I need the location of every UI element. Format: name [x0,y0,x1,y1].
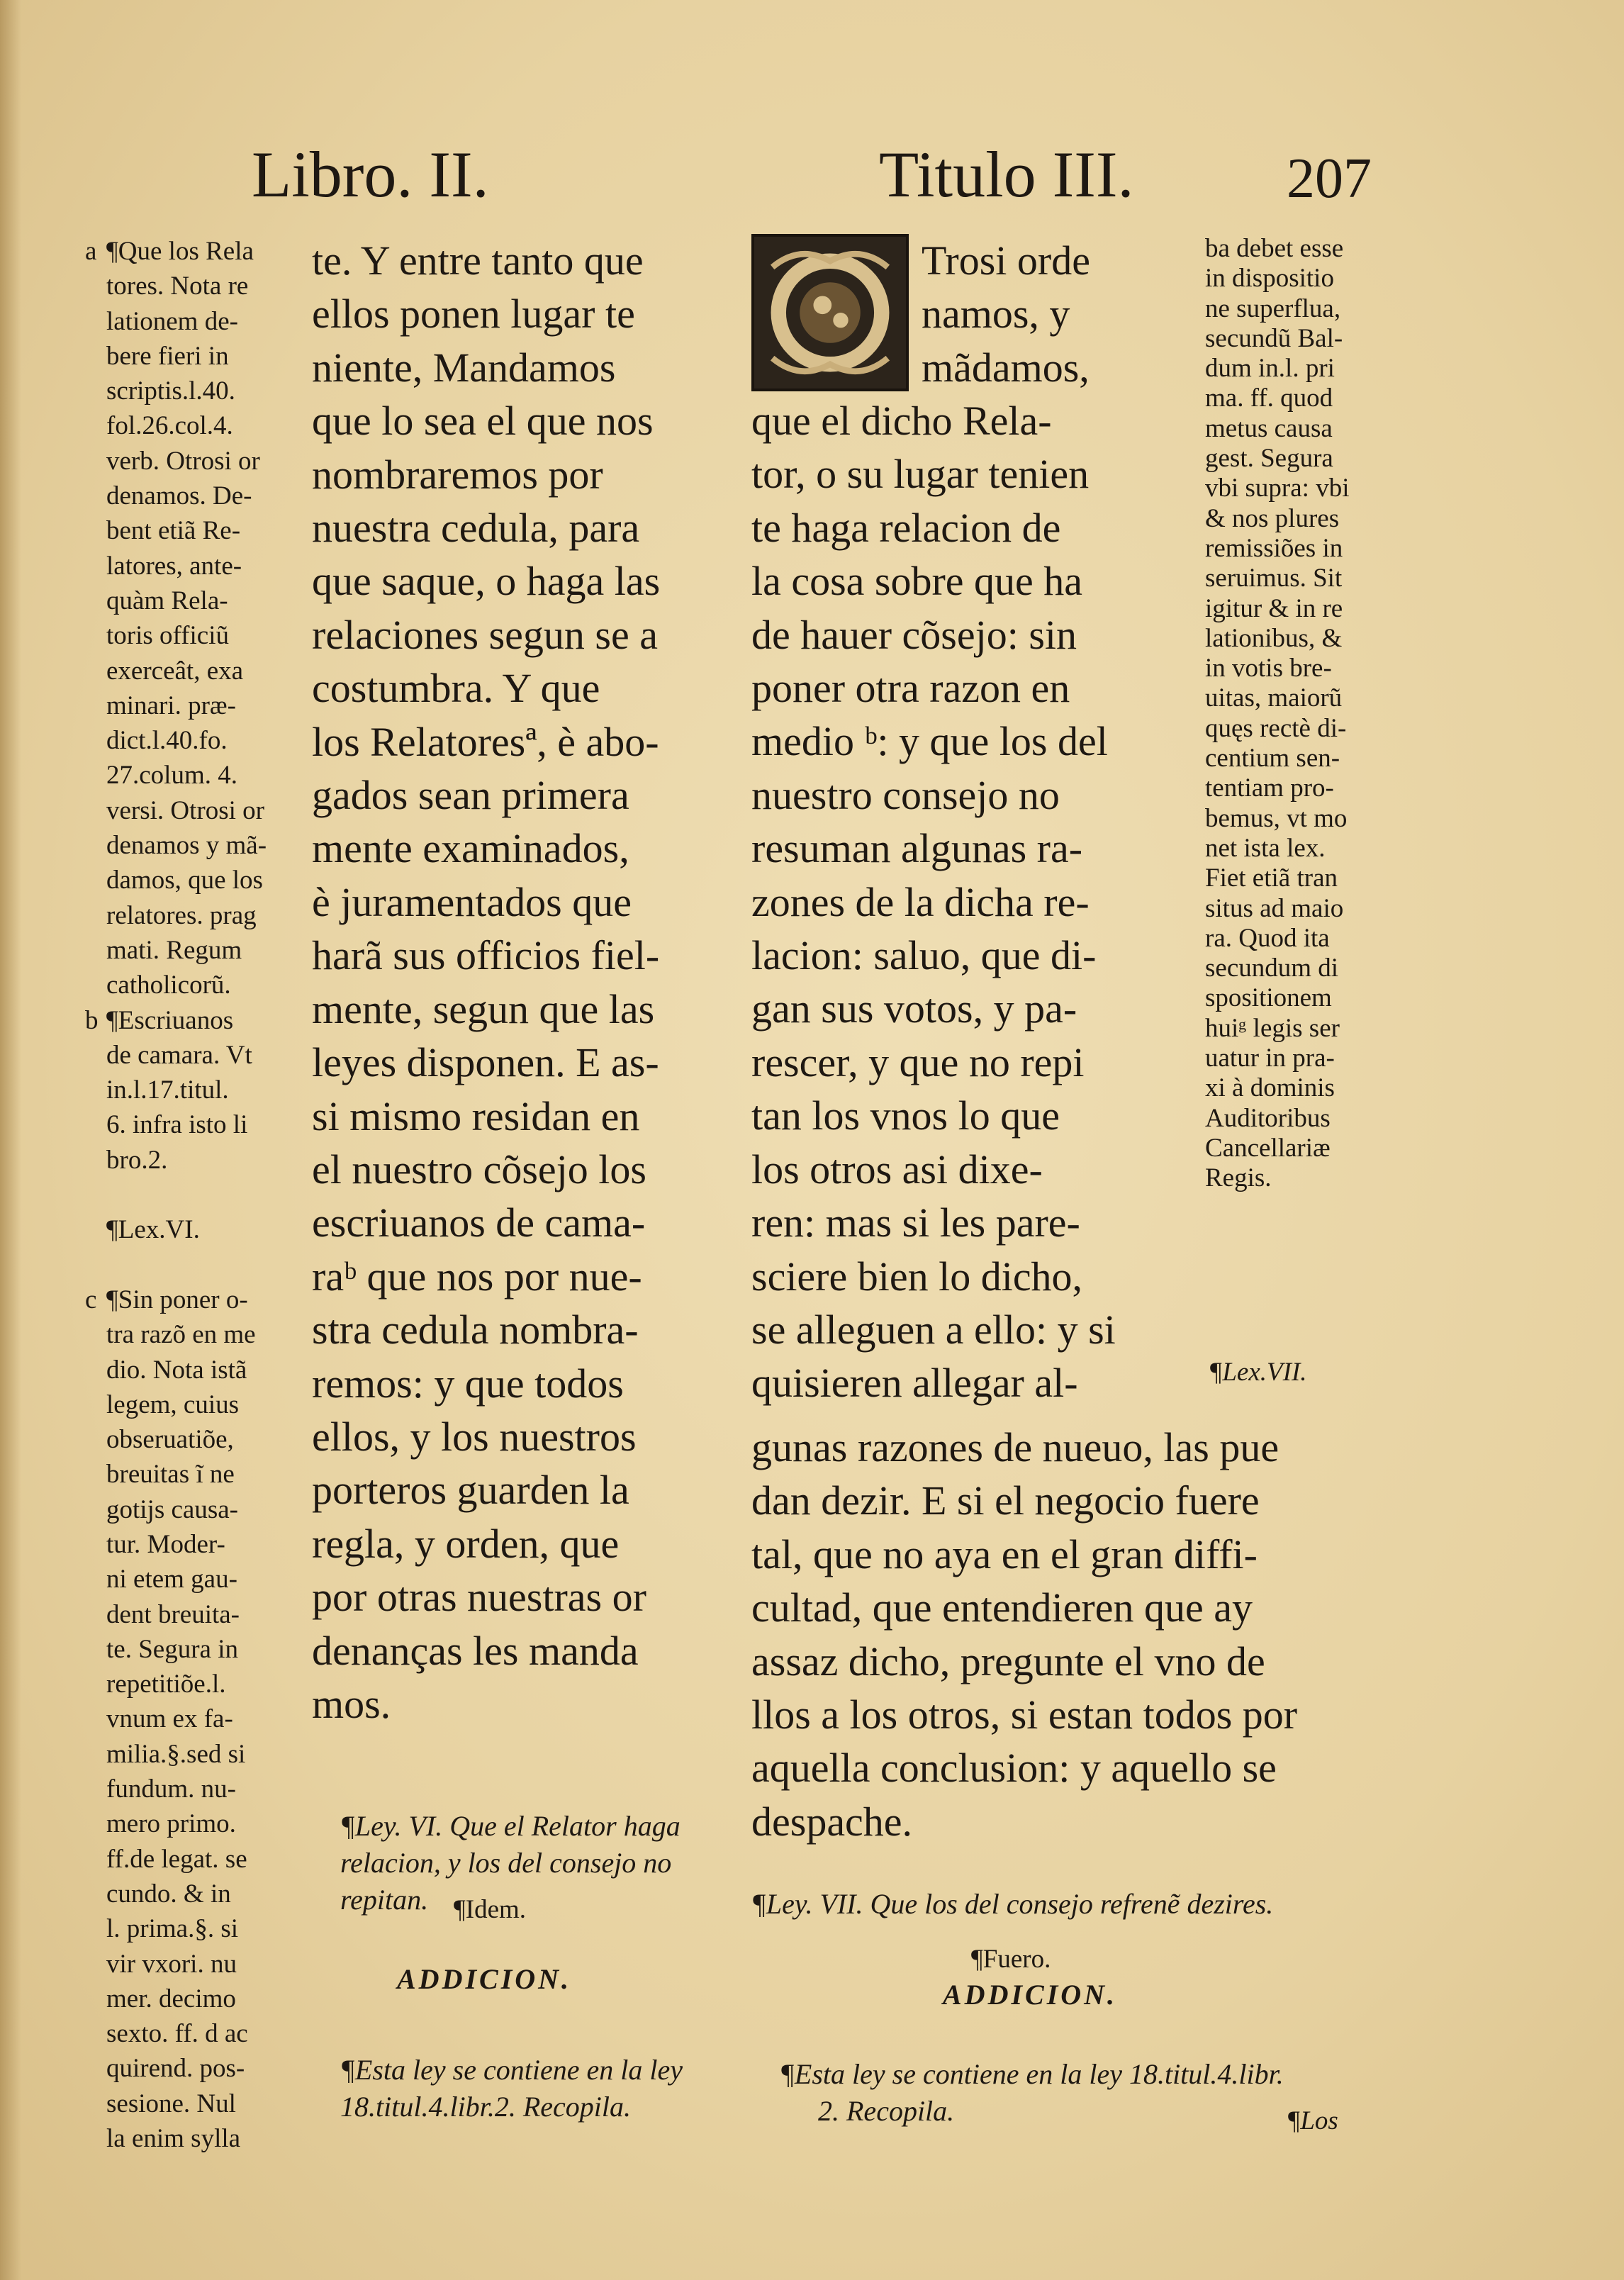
addicion-text-line: 2. Recopila. [818,2095,955,2127]
addicion-heading-1: ADDICION. [397,1963,572,1995]
margin-note-text: toris officiũ [106,621,229,651]
body-text-line: por otras nuestras or [312,1574,646,1621]
body-text-line: te haga relacion de [751,504,1061,551]
margin-note-text: catholicorũ. [106,971,231,1000]
body-text-line: nuestro consejo no [751,771,1060,818]
margin-note-line [106,1562,284,1597]
margin-note-text: bent etiã Re- [106,516,241,546]
margin-note-line [106,1947,284,1982]
margin-note-text: mati. Regum [106,935,242,965]
margin-note-text: legem, cuius [106,1390,240,1419]
margin-note-line [106,793,284,828]
margin-note-text: mero primo. [106,1809,236,1839]
note-marker: b [85,1005,99,1035]
margin-note-line [106,1597,284,1632]
margin-note-text: latores, ante- [106,551,242,581]
margin-note-line [106,339,284,374]
margin-note-line [106,654,284,688]
margin-note-line [106,723,284,758]
note-marker: a [85,237,97,266]
body-text-line: que el dicho Rela- [751,398,1052,444]
margin-note-line [106,1982,284,2016]
margin-note-line [106,618,284,653]
margin-note-text: ni etem gau- [106,1565,237,1594]
body-text-line: mente examinados, [312,825,629,872]
addicion-heading-2: ADDICION. [943,1979,1118,2011]
margin-note-text: versi. Otrosi or [106,795,264,825]
body-text-line: mente, segun que las [312,985,655,1032]
addicion-text-line: 18.titul.4.libr.2. Recopila. [340,2091,631,2123]
margin-note-line: remissiões in [1205,533,1343,563]
margin-note-line [85,1003,284,1038]
body-text-line: rescer, y que no repi [751,1039,1085,1085]
addicion-text-line: ¶Esta ley se contiene en la ley 18.titul.4.libr. [780,2058,1284,2090]
body-text-line: tor, o su lugar tenien [751,451,1090,498]
body-text-line: nuestra cedula, para [312,505,640,552]
body-text-line: gan sus votos, y pa- [751,985,1077,1032]
margin-note-text: mer. decimo [106,1984,236,2013]
body-text-line: stra cedula nombra- [312,1307,639,1353]
body-text-line: denanças les manda [312,1627,639,1674]
margin-spacer [106,1178,284,1212]
body-text-line: ellos ponen lugar te [312,291,635,337]
margin-note-line: Cancellariæ [1205,1133,1331,1163]
margin-note-line [106,758,284,793]
margin-note-line: seruimus. Sit [1205,564,1343,593]
margin-note-line [106,1353,284,1387]
margin-note-line: situs ad maio [1205,893,1344,923]
margin-note-text: ¶Lex.VI. [106,1215,200,1245]
body-text-line: Trosi orde [922,238,1090,284]
body-text-line: raᵇ que nos por nue- [312,1253,642,1300]
margin-note-text: dict.l.40.fo. [106,726,228,756]
body-text-line: poner otra razon en [751,665,1070,712]
margin-note-text: denamos. De- [106,481,252,511]
margin-note-line [106,1877,284,1911]
margin-note-text: obseruatiõe, [106,1425,234,1455]
margin-note-line [106,1317,284,1352]
margin-note-line [106,933,284,968]
margin-note-line [106,1492,284,1527]
margin-note-line [85,234,284,269]
margin-note-line [106,1107,284,1142]
margin-note-line [106,1667,284,1701]
margin-note-line: in dispositio [1205,264,1334,294]
margin-note-line: dum in.l. pri [1205,354,1335,384]
body-text-line: ren: mas si les pare- [751,1200,1080,1246]
margin-note-text: vnum ex fa- [106,1704,233,1734]
margin-note-line [106,1038,284,1073]
body-text-line: mos. [312,1680,391,1727]
addicion-text-2 [751,2019,1284,2167]
margin-note-line: gest. Segura [1205,444,1333,474]
margin-note-text: 6. infra isto li [106,1110,248,1140]
margin-note-line [106,304,284,339]
margin-note-text: la enim sylla [106,2124,241,2154]
margin-note-text: l. prima.§. si [106,1914,239,1944]
body-text-line: relaciones segun se a [312,611,658,658]
body-text-line: regla, y orden, que [312,1520,620,1567]
margin-note-text: ¶Que los Rela [106,237,254,266]
margin-note-text: gotijs causa- [106,1494,238,1524]
margin-note-line: centium sen- [1205,744,1340,773]
body-text-line: tal, que no aya en el gran diffi- [751,1531,1258,1577]
body-text-line: gunas razones de nueuo, las pue [751,1424,1279,1470]
margin-note-line [106,1772,284,1806]
addicion-text-1 [312,2015,683,2162]
law-vi-source: ¶Idem. [454,1895,527,1924]
law-vi-title [312,1771,681,1955]
note-marker: c [85,1285,97,1314]
body-text-line: la cosa sobre que ha [751,558,1083,605]
margin-note-text: in.l.17.titul. [106,1075,229,1105]
left-margin-notes [85,234,284,2156]
margin-note-text: quàm Rela- [106,586,228,615]
margin-note-line [106,2051,284,2086]
margin-note-line: ba debet esse [1205,234,1344,263]
margin-note-line [106,374,284,408]
decorated-initial-art [754,237,906,389]
margin-note-line: secundũ Bal- [1205,323,1343,353]
margin-note-line: in votis bre- [1205,654,1332,683]
margin-note-line: net ista lex. [1205,833,1326,863]
body-text-line: los otros asi dixe- [751,1146,1043,1192]
margin-note-line [106,1737,284,1772]
decorated-initial-o [751,234,909,391]
margin-note-line: & nos plures [1205,503,1340,533]
margin-note-line [106,1387,284,1422]
body-text-line: namos, y [922,291,1070,337]
margin-note-line [106,583,284,618]
margin-note-text: sexto. ff. d ac [106,2019,248,2049]
margin-note-line [106,1143,284,1178]
margin-note-line [106,968,284,1002]
text-column-2-wide [751,1421,1375,1848]
running-head-center: Titulo III. [879,138,1134,211]
law-vii-title: ¶Ley. VII. Que los del consejo refrenẽ dezires. [751,1888,1274,1920]
margin-note-line [106,1073,284,1107]
body-text-line: despache. [751,1798,913,1845]
margin-note-line [106,1842,284,1877]
body-text-line: remos: y que todos [312,1360,624,1407]
right-margin-notes [1205,234,1368,1194]
body-text-line: dan dezir. E si el negocio fuere [751,1477,1260,1524]
margin-note-line: huiᵍ legis ser [1205,1013,1340,1043]
margin-note-text: ff.de legat. se [106,1844,247,1874]
margin-note-text: tores. Nota re [106,272,249,301]
margin-note-text: minari. præ- [106,691,236,720]
margin-note-text: repetitiõe.l. [106,1670,226,1699]
margin-note-text: sesione. Nul [106,2089,236,2118]
margin-note-line: uatur in pra- [1205,1044,1335,1073]
margin-spacer [106,1248,284,1282]
margin-note-line: secundum di [1205,954,1339,983]
text-column-2-top [922,234,1163,394]
margin-note-line: igitur & in re [1205,593,1343,623]
margin-note-line [106,2121,284,2156]
body-text-line: si mismo residan en [312,1092,640,1139]
margin-note-line [106,1632,284,1667]
page-number: 207 [1287,147,1372,210]
body-text-line: gados sean primera [312,772,629,819]
body-text-line: que lo sea el que nos [312,398,654,445]
law-vi-title-line: repitan. [340,1884,429,1916]
body-text-line: medio ᵇ: y que los del [751,718,1108,765]
margin-note-line [106,444,284,479]
body-text-line: harã sus officios fiel- [312,932,660,979]
body-text-line: è juramentados que [312,878,632,925]
margin-note-line: ma. ff. quod [1205,384,1333,413]
margin-note-text: dent breuita- [106,1599,240,1629]
body-text-line: el nuestro cõsejo los [312,1146,646,1192]
margin-note-text: tra razõ en me [106,1320,256,1350]
margin-note-line: Fiet etiã tran [1205,864,1338,893]
body-text-line: los Relatoresª, è abo- [312,718,659,765]
margin-note-line: quęs rectè di- [1205,713,1347,743]
text-column-1 [312,234,709,1731]
margin-note-line [106,1422,284,1457]
margin-note-text: lationem de- [106,306,238,336]
margin-note-line: Regis. [1205,1163,1272,1193]
margin-note-line: ra. Quod ita [1205,923,1330,953]
margin-note-line: tentiam pro- [1205,773,1334,803]
margin-note-text: ¶Sin poner o- [106,1285,248,1314]
margin-note-line: xi à dominis [1205,1073,1335,1103]
margin-note-line: ne superflua, [1205,294,1341,323]
body-text-line: que saque, o haga las [312,558,661,605]
margin-note-line [106,1527,284,1562]
margin-note-line [106,1911,284,1946]
body-text-line: te. Y entre tanto que [312,238,644,284]
law-vii-source: ¶Fuero. [971,1945,1051,1974]
right-margin-tag: ¶Lex.VII. [1209,1358,1307,1387]
margin-note-text: verb. Otrosi or [106,446,260,476]
body-text-line: niente, Mandamos [312,344,616,391]
margin-note-line: spositionem [1205,983,1332,1013]
body-text-line: porteros guarden la [312,1467,629,1514]
margin-note-text: exerceât, exa [106,656,244,686]
margin-note-text: breuitas ĩ ne [106,1460,235,1490]
law-vi-title-line: ¶Ley. VI. Que el Relator haga [340,1810,681,1842]
margin-note-text: fundum. nu- [106,1775,236,1804]
margin-note-line [106,688,284,723]
margin-note-text: cundo. & in [106,1879,231,1909]
margin-note-line [106,828,284,863]
body-text-line: nombraremos por [312,451,603,498]
margin-note-text: de camara. Vt [106,1040,252,1070]
margin-note-text: damos, que los [106,866,263,895]
body-text-line: sciere bien lo dicho, [751,1253,1083,1300]
margin-note-line [106,408,284,443]
margin-note-text: scriptis.l.40. [106,376,235,406]
body-text-line: ellos, y los nuestros [312,1413,637,1460]
margin-note-line [106,1806,284,1841]
margin-note-text: bro.2. [106,1145,168,1175]
body-text-line: lacion: saluo, que di- [751,932,1097,979]
margin-note-line: Auditoribus [1205,1103,1331,1133]
margin-note-text: te. Segura in [106,1634,238,1664]
margin-note-text: relatores. prag [106,900,257,930]
body-text-line: resuman algunas ra- [751,825,1083,872]
body-text-line: mãdamos, [922,344,1090,391]
addicion-text-line: ¶Esta ley se contiene en la ley [340,2054,683,2086]
margin-note-text: denamos y mã- [106,831,267,861]
margin-note-line: bemus, vt mo [1205,803,1348,833]
margin-note-text: 27.colum. 4. [106,761,237,790]
margin-note-line [106,269,284,303]
margin-note-text: bere fieri in [106,341,229,371]
margin-note-text: vir vxori. nu [106,1949,237,1979]
margin-note-line [85,1282,284,1317]
margin-note-text: fol.26.col.4. [106,411,233,441]
law-vi-title-line: relacion, y los del consejo no [340,1847,672,1879]
body-text-line: aquella conclusion: y aquello se [751,1745,1277,1792]
body-text-line: se alleguen a ello: y si [751,1306,1116,1353]
body-text-line: escriuanos de cama- [312,1200,646,1246]
margin-note-line [106,863,284,898]
margin-note-line [106,898,284,933]
margin-note-line [106,2086,284,2121]
body-text-line: tan los vnos lo que [751,1092,1060,1139]
margin-note-text: tur. Moder- [106,1529,225,1559]
catchword: ¶Los [1287,2106,1338,2135]
margin-note-text: milia.§.sed si [106,1739,246,1769]
margin-note-text: dio. Nota istã [106,1355,247,1385]
margin-note-text: quirend. pos- [106,2054,245,2084]
margin-note-text: ¶Escriuanos [106,1005,234,1035]
page-edge-shadow [0,0,21,2280]
margin-note-line [106,1701,284,1736]
margin-note-line [106,479,284,513]
body-text-line: leyes disponen. E as- [312,1039,659,1086]
margin-note-line [106,549,284,583]
margin-note-line: lationibus, & [1205,623,1343,653]
body-text-line: quisieren allegar al- [751,1360,1078,1407]
body-text-line: assaz dicho, pregunte el vno de [751,1638,1265,1684]
body-text-line: zones de la dicha re- [751,878,1090,925]
body-text-line: de hauer cõsejo: sin [751,611,1077,658]
margin-note-line [106,513,284,548]
body-text-line: cultad, que entendieren que ay [751,1585,1253,1631]
margin-note-line: vbi supra: vbi [1205,474,1350,503]
body-text-line: costumbra. Y que [312,665,600,712]
margin-note-line [106,2016,284,2051]
margin-note-line [106,1212,284,1247]
margin-note-line: metus causa [1205,413,1333,443]
margin-note-line [106,1457,284,1492]
body-text-line: llos a los otros, si estan todos por [751,1692,1298,1738]
running-head-left: Libro. II. [252,138,489,211]
margin-note-line: uitas, maiorũ [1205,683,1343,713]
